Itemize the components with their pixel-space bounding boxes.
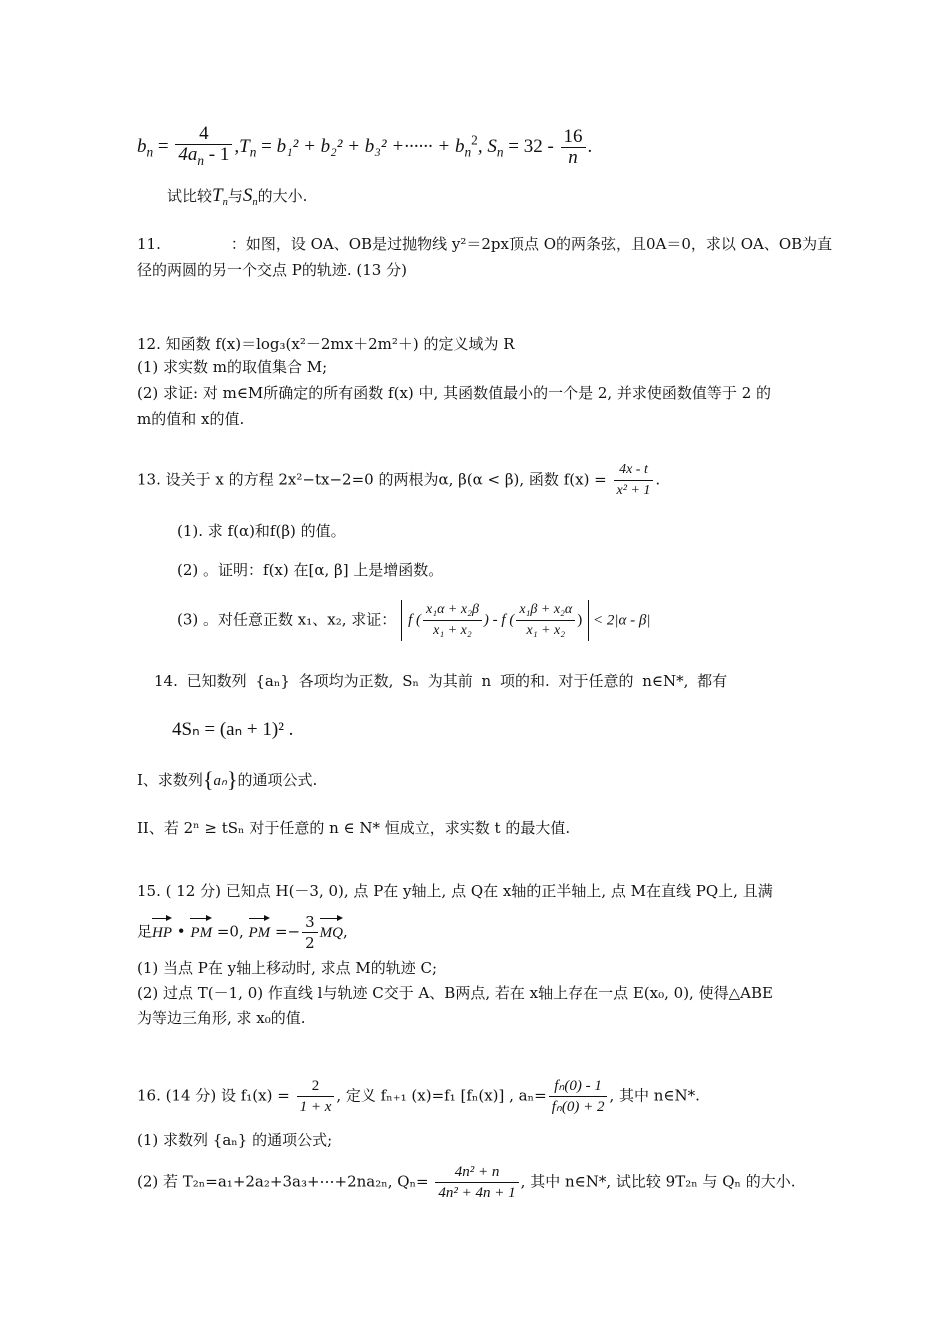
f1-num: 2 [297,1076,335,1097]
sn-eq: = 32 - [503,135,559,157]
f-mid: ) - f ( [483,611,515,628]
sum-series: b₁² + b₂² + b₃² +······ + b [276,135,465,157]
vector-pm-2: PM [249,916,271,944]
prob11-line1 [137,234,832,254]
part2-end: , 其中 n∈N*, 试比较 9T₂ₙ 与 Qₙ 的大小. [520,1172,796,1191]
prob16-prefix: 16. (14 分) 设 f₁(x) = [137,1086,290,1105]
f-den: x² + 1 [616,483,651,498]
f-open-1: f ( [408,611,421,628]
vector-hp: HP [152,916,172,944]
fraction-16n [561,127,586,168]
prob11-number: 11. [137,235,161,253]
part1-prefix: I、求数列 [137,771,203,789]
part2-prefix: (2) 若 T₂ₙ=a₁+2a₂+3a₃+⋯+2na₂ₙ, Qₙ= [137,1172,429,1191]
frac-a [423,600,482,641]
dot-op: • [172,922,191,941]
qn-num: 4n² + n [435,1162,518,1183]
prob16-part1: (1) 求数列 {aₙ} 的通项公式; [137,1131,333,1149]
fraction-den [175,145,232,171]
prob12-line2: (1) 求实数 m的取值集合 M; [137,358,328,376]
period: . [587,135,593,157]
tn-sub: n [249,144,257,160]
prob16-end: , 其中 n∈N*. [609,1086,700,1105]
tn-eq: = [256,135,277,157]
prob13-part1: (1). 求 f(α)和f(β) 的值。 [177,522,346,540]
frac-a-den: x₁ + x₂ [433,623,472,638]
an-den: fₙ(0) + 2 [551,1099,605,1115]
bn-symbol: b [137,135,147,157]
cond-prefix: 足 [137,922,153,941]
f1-fraction [297,1076,335,1117]
prob14-part1 [137,768,317,793]
tn-symbol: ,T [234,135,250,157]
qn-fraction [435,1162,518,1203]
qn-den: 4n² + 4n + 1 [438,1185,516,1201]
eq-minus: =− [270,922,301,941]
prob16-part2 [137,1162,796,1203]
prob14-line1: 14. 已知数列 {aₙ} 各项均为正数, Sₙ 为其前 n 项的和. 对于任意的 n∈N*, 都有 [154,672,728,690]
fraction-bn [175,124,232,171]
sum-sub: n [464,144,472,160]
f-close: ) [577,611,583,628]
f-num: 4x - t [614,460,654,481]
frac-a-num: x₁α + x₂β [423,600,482,621]
prob13-part3 [177,600,650,641]
prob14-part2: II、若 2ⁿ ≥ tSₙ 对于任意的 n ∈ N* 恒成立，求实数 t 的最大值. [137,819,571,837]
prob13-f-fraction [614,460,654,501]
compare-t-sub: n [222,197,228,208]
fraction-num: 4 [175,124,232,145]
formula-bn-tn-sn [137,124,592,171]
compare-prefix: 试比较 [167,187,213,205]
prob15-condition [137,912,348,953]
compare-s: S [242,185,253,206]
prob13-part2: (2) 。证明：f(x) 在[α, β] 上是增函数。 [177,561,444,579]
vector-pm: PM [190,916,212,944]
fraction2-num: 16 [561,127,586,148]
prob15-part2b: 为等边三角形, 求 x₀的值. [137,1009,306,1027]
frac-b-num: x₁β + x₂α [516,600,575,621]
prob15-part2: (2) 过点 T(－1, 0) 作直线 l与轨迹 C交于 A、B两点, 若在 x轴上存在一点 E(x₀, 0), 使得△ABE [137,984,773,1002]
prob15-part1: (1) 当点 P在 y轴上移动时, 求点 M的轨迹 C; [137,959,438,977]
bn-sub: n [146,144,154,160]
prob15-line1: 15. ( 12 分) 已知点 H(－3, 0), 点 P在 y轴上, 点 Q在 x轴的正半轴上, 点 M在直线 PQ上, 且满 [137,882,773,900]
brace-open: { [202,767,214,792]
brace-close: } [226,767,238,792]
prob16-mid: , 定义 fₙ₊₁ (x)=f₁ [fₙ(x)] , aₙ= [336,1086,547,1105]
part1-suffix: 的通项公式. [237,771,318,789]
cond-end: , [342,922,348,941]
prob12-line3: (2) 求证: 对 m∈M所确定的所有函数 f(x) 中, 其函数值最小的一个是 2, 并求使函数值等于 2 的 [137,384,772,402]
sn-symbol: , S [477,135,497,157]
frac-b-den: x₁ + x₂ [526,623,566,638]
f1-den: 1 + x [299,1099,332,1115]
den-sub: n [197,152,205,168]
prob13-text: 13. 设关于 x 的方程 2x²−tx−2=0 的两根为α, β(α < β), 函数 f(x) = [137,470,607,489]
abs-expression [401,600,589,641]
compare-t: T [212,185,223,206]
compare-suffix: 的大小. [257,187,308,205]
fraction2-den: n [568,146,578,168]
frac-den: 2 [305,934,315,952]
rhs: < 2|α - β| [589,612,651,629]
part1-seq: aₙ [213,773,227,789]
an-num: fₙ(0) - 1 [549,1076,608,1097]
den-rest: - 1 [204,144,230,165]
eq-sign: = [153,135,169,157]
an-fraction [549,1076,608,1117]
sn-sub: n [496,144,504,160]
prob10-compare [167,186,307,213]
compare-s-sub: n [252,197,258,208]
prob11-text1: ：如图，设 OA、OB是过抛物线 y²＝2px顶点 O的两条弦，且0A＝0，求以 OA、OB为直 [230,235,833,253]
prob16-line1 [137,1076,700,1117]
frac-b [516,600,575,641]
compare-mid: 与 [227,187,243,205]
part3-prefix: (3) 。对任意正数 x₁、x₂, 求证： [177,610,397,629]
sum-sup: 2 [471,132,478,148]
den-a: 4a [178,144,198,165]
prob14-line2: 4Sₙ = (aₙ + 1)² . [172,719,294,740]
vector-mq: MQ [320,916,343,944]
prob13-end: . [655,470,661,489]
prob11-line2: 径的两圆的另一个交点 P的轨迹. (13 分) [137,261,407,279]
prob12-line1: 12. 知函数 f(x)＝log₃(x²－2mx＋2m²＋) 的定义域为 R [137,335,515,353]
eq-zero: =0, [212,922,249,941]
prob13-line1 [137,460,660,501]
frac-3-2 [302,912,318,953]
frac-num: 3 [302,912,318,933]
prob12-line4: m的值和 x的值. [137,410,245,428]
